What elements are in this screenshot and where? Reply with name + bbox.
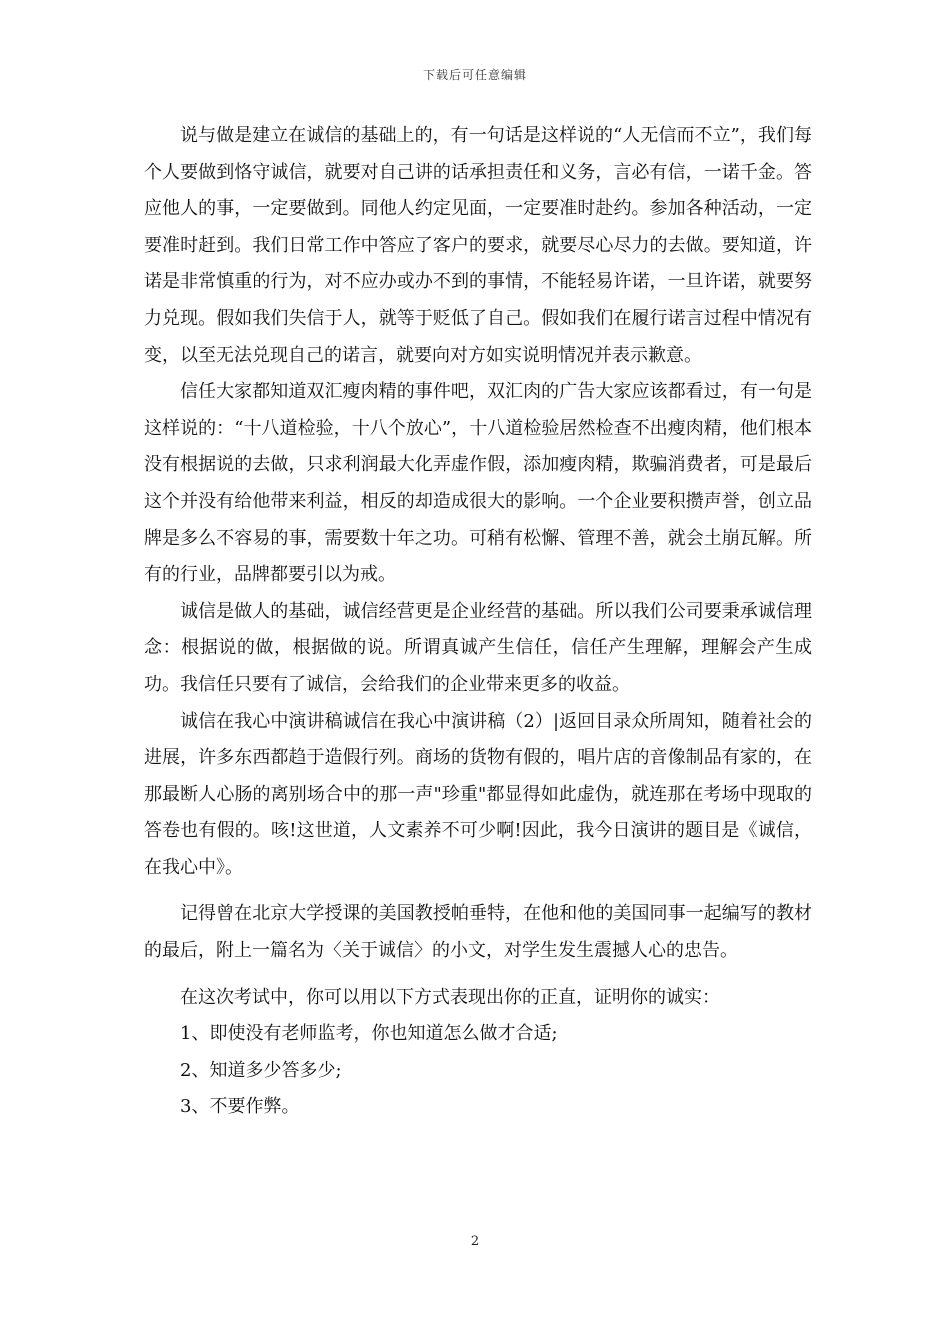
page-header: 下载后可任意编辑 [422, 68, 527, 82]
list-item-1: 1、即使没有老师监考，你也知道怎么做才合适; [180, 1023, 558, 1045]
paragraph-3: 诚信是做人的基础，诚信经营更是企业经营的基础。所以我们公司要秉承诚信理念：根据说的做，根据做的说。所谓真诚产生信任，信任产生理解，理解会产生成功。我信任只要有了诚信，会给我们的企业带来更多的收益。 [144, 600, 812, 695]
list-item-2: 2、知道多少答多少; [180, 1059, 342, 1081]
paragraph-4: 诚信在我心中演讲稿诚信在我心中演讲稿（2）|返回目录众所周知，随着社会的进展，许多东西都趋于造假行列。商场的货物有假的，唱片店的音像制品有家的，在那最断人心肠的离别场合中的那一声"珍重"都显得如此虚伪，就连那在考场中现取的答卷也有假的。咳!这世道，人文素养不可少啊!因此，我今日演讲的题目是《诚信，在我心中》。 [144, 710, 812, 878]
list-item-3: 3、不要作弊。 [180, 1096, 300, 1118]
page-number: 2 [470, 1234, 480, 1249]
paragraph-5: 记得曾在北京大学授课的美国教授帕垂特，在他和他的美国同事一起编写的教材的最后，附上一篇名为〈关于诚信〉的小文，对学生发生震撼人心的忠告。 [144, 903, 812, 962]
paragraph-2: 信任大家都知道双汇瘦肉精的事件吧，双汇肉的广告大家应该都看过，有一句是这样说的：“十八道检验，十八个放心”，十八道检验居然检查不出瘦肉精，他们根本没有根据说的去做，只求利润最大化弄虚作假，添加瘦肉精，欺骗消费者，可是最后这个并没有给他带来利益，相反的却造成很大的影响。一个企业要积攒声誉，创立品牌是多么不容易的事，需要数十年之功。可稍有松懈、管理不善，就会土崩瓦解。所有的行业，品牌都要引以为戒。 [144, 381, 812, 586]
paragraph-6: 在这次考试中，你可以用以下方式表现出你的正直，证明你的诚实： [180, 986, 720, 1008]
paragraph-1: 说与做是建立在诚信的基础上的，有一句话是这样说的“人无信而不立”，我们每个人要做到恪守诚信，就要对自己讲的话承担责任和义务，言必有信，一诺千金。答应他人的事，一定要做到。同他人约定见面，一定要准时赴约。参加各种活动，一定要准时赶到。我们日常工作中答应了客户的要求，就要尽心尽力的去做。要知道，许诺是非常慎重的行为，对不应办或办不到的事情，不能轻易许诺，一旦许诺，就要努力兑现。假如我们失信于人，就等于贬低了自己。假如我们在履行诺言过程中情况有变，以至无法兑现自己的诺言，就要向对方如实说明情况并表示歉意。 [144, 125, 812, 366]
document-body [144, 118, 812, 1126]
